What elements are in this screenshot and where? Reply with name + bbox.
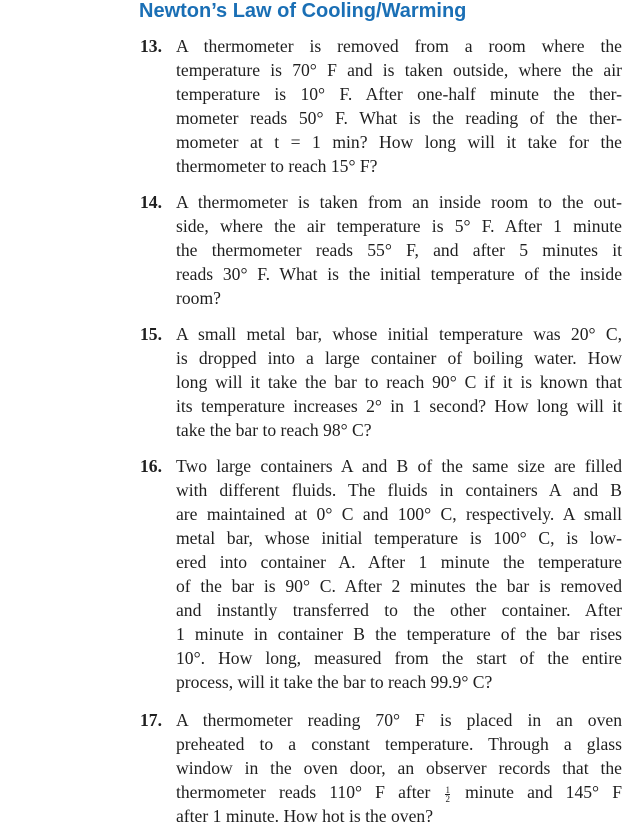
problem-number: 15. [140,324,162,344]
fraction-one-half [445,786,450,803]
problem-text-line: mometer reads 50° F. What is the reading of the ther- [176,108,622,128]
fraction-numerator: 1 [445,785,450,795]
problem-text-line: A thermometer is taken from an inside room to the out- [176,192,622,212]
problem-text-line: A thermometer is removed from a room where the [176,36,622,56]
problem-text-line: preheated to a constant temperature. Through a glass [176,734,622,754]
problem-text-line: A small metal bar, whose initial temperature was 20° C, [176,324,622,344]
problem-text-line: is dropped into a large container of boiling water. How [176,348,622,368]
problem-text-line: of the bar is 90° C. After 2 minutes the bar is removed [176,576,622,596]
problem-text-line: thermometer to reach 15° F? [176,156,378,176]
problem-14 [140,190,622,310]
problem-text-line: temperature is 70° F and is taken outside, where the air [176,60,622,80]
problem-text-line: mometer at t = 1 min? How long will it take for the [176,132,622,152]
problem-text-line: after 1 minute. How hot is the oven? [176,806,433,826]
problem-text-line: A thermometer reading 70° F is placed in an oven [176,710,622,730]
problem-text-line: process, will it take the bar to reach 99.9° C? [176,672,493,692]
problem-text-line: are maintained at 0° C and 100° C, respectively. A small [176,504,622,524]
problem-text-line [176,780,622,804]
problem-13 [140,34,622,178]
problem-text-line: long will it take the bar to reach 90° C if it is known that [176,372,622,392]
problem-text-line: the thermometer reads 55° F, and after 5 minutes it [176,240,622,260]
problem-number: 13. [140,36,162,56]
problem-text-line: its temperature increases 2° in 1 second? How long will it [176,396,622,416]
problem-text-segment: minute and 145° F [465,782,622,802]
problem-text-line: ered into container A. After 1 minute the temperature [176,552,622,572]
problem-text-line: temperature is 10° F. After one-half minute the ther- [176,84,622,104]
problem-text-segment: thermometer reads 110° F after [176,782,431,802]
section-heading: Newton’s Law of Cooling/Warming [139,0,467,22]
problem-text-line: reads 30° F. What is the initial temperature of the inside [176,264,622,284]
problem-number: 17. [140,710,162,730]
problem-text-line: with different fluids. The fluids in containers A and B [176,480,622,500]
problem-16 [140,454,622,694]
problem-text-line: 10°. How long, measured from the start of the entire [176,648,622,668]
fraction-denominator: 2 [445,794,450,804]
problem-text-line: side, where the air temperature is 5° F. After 1 minute [176,216,622,236]
problem-text-line: take the bar to reach 98° C? [176,420,372,440]
problem-text-line: room? [176,288,221,308]
problem-text-line: window in the oven door, an observer records that the [176,758,622,778]
problem-text-line: Two large containers A and B of the same size are filled [176,456,622,476]
problem-number: 16. [140,456,162,476]
problem-15 [140,322,622,442]
problem-17 [140,708,622,828]
problem-number: 14. [140,192,162,212]
problem-text-line: 1 minute in container B the temperature of the bar rises [176,624,622,644]
problem-text-line: metal bar, whose initial temperature is 100° C, is low- [176,528,622,548]
problem-text-line: and instantly transferred to the other container. After [176,600,622,620]
